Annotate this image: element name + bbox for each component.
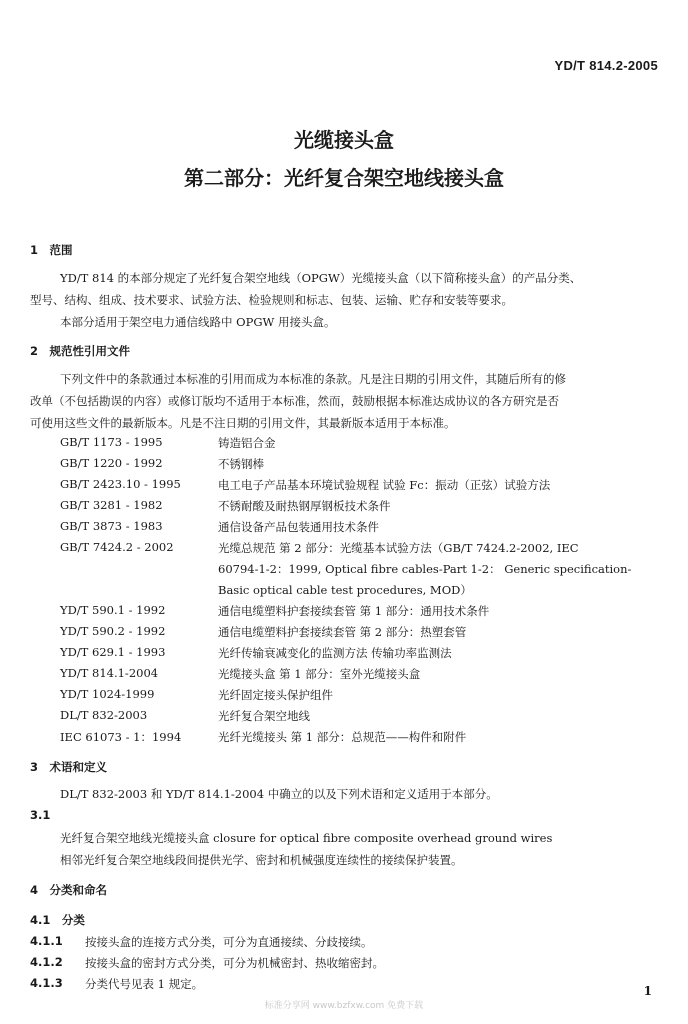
document-code: YD/T 814.2-2005 xyxy=(554,58,658,73)
section-1-scope-paragraph: 本部分适用于架空电力通信线路中 OPGW 用接头盒。 xyxy=(60,315,336,329)
reference-title: 光纤光缆接头 第 1 部分：总规范——构件和附件 xyxy=(218,730,467,744)
section-1-heading: 1 范围 xyxy=(30,243,73,257)
reference-title: 电工电子产品基本环境试验规程 试验 Fc：振动（正弦）试验方法 xyxy=(218,478,551,492)
section-2-paragraph-line: 改单（不包括勘误的内容）或修订版均不适用于本标准，然而，鼓励根据本标准达成协议的各方研究是否 xyxy=(30,394,559,408)
reference-title: 光纤传输衰减变化的监测方法 传输功率监测法 xyxy=(218,646,452,660)
reference-code: GB/T 3281 - 1982 xyxy=(60,498,163,512)
section-1-paragraph-line: YD/T 814 的本部分规定了光纤复合架空地线（OPGW）光缆接头盒（以下简称接头盒）的产品分类、 xyxy=(60,271,582,285)
reference-title: 光纤复合架空地线 xyxy=(218,709,310,723)
section-1-paragraph-line: 型号、结构、组成、技术要求、试验方法、检验规则和标志、包装、运输、贮存和安装等要求。 xyxy=(30,293,513,307)
reference-code: GB/T 1220 - 1992 xyxy=(60,456,163,470)
reference-code: GB/T 2423.10 - 1995 xyxy=(60,477,181,491)
reference-title: 通信电缆塑料护套接续套管 第 2 部分：热塑套管 xyxy=(218,625,467,639)
reference-code: YD/T 590.2 - 1992 xyxy=(60,624,166,638)
reference-title: 铸造铝合金 xyxy=(218,436,276,450)
reference-code: GB/T 7424.2 - 2002 xyxy=(60,540,174,554)
section-4-heading: 4 分类和命名 xyxy=(30,883,108,897)
reference-title-continuation: 60794-1-2：1999, Optical fibre cables-Part 1-2： Generic specification- xyxy=(218,562,632,576)
section-2-paragraph-line: 下列文件中的条款通过本标准的引用而成为本标准的条款。凡是注日期的引用文件，其随后所有的修 xyxy=(60,372,566,386)
clause-text: 按接头盒的连接方式分类，可分为直通接续、分歧接续。 xyxy=(85,935,373,949)
reference-code: YD/T 814.1-2004 xyxy=(60,666,159,680)
page-number: 1 xyxy=(643,984,652,998)
reference-title: 不锈钢棒 xyxy=(218,457,264,471)
reference-title: 通信电缆塑料护套接续套管 第 1 部分：通用技术条件 xyxy=(218,604,490,618)
watermark: 标准分享网 www.bzfxw.com 免费下载 xyxy=(264,1001,424,1011)
clause-number: 3.1 xyxy=(30,808,51,822)
reference-title: 光纤固定接头保护组件 xyxy=(218,688,333,702)
clause-text: 按接头盒的密封方式分类，可分为机械密封、热收缩密封。 xyxy=(85,956,384,970)
reference-title: 通信设备产品包装通用技术条件 xyxy=(218,520,379,534)
reference-code: YD/T 1024-1999 xyxy=(60,687,155,701)
section-3-heading: 3 术语和定义 xyxy=(30,760,108,774)
reference-code: IEC 61073 - 1：1994 xyxy=(60,730,182,744)
reference-code: GB/T 3873 - 1983 xyxy=(60,519,163,533)
subsection-heading: 4.1 分类 xyxy=(30,913,85,927)
reference-title: 光缆总规范 第 2 部分：光缆基本试验方法（GB/T 7424.2-2002, IEC xyxy=(218,541,579,555)
reference-code: YD/T 629.1 - 1993 xyxy=(60,645,166,659)
document-title: 光缆接头盒 xyxy=(294,128,394,152)
section-2-heading: 2 规范性引用文件 xyxy=(30,344,131,358)
reference-title-continuation: Basic optical cable test procedures, MOD） xyxy=(218,583,472,597)
clause-text: 分类代号见表 1 规定。 xyxy=(85,977,204,991)
clause-number: 4.1.3 xyxy=(30,976,63,990)
reference-code: DL/T 832-2003 xyxy=(60,708,148,722)
clause-number: 4.1.1 xyxy=(30,934,63,948)
reference-code: YD/T 590.1 - 1992 xyxy=(60,603,166,617)
section-2-paragraph-line: 可使用这些文件的最新版本。凡是不注日期的引用文件，其最新版本适用于本标准。 xyxy=(30,416,456,430)
clause-number: 4.1.2 xyxy=(30,955,63,969)
document-subtitle: 第二部分：光纤复合架空地线接头盒 xyxy=(184,166,504,190)
term-definition-text: 相邻光纤复合架空地线段间提供光学、密封和机械强度连续性的接续保护装置。 xyxy=(60,853,463,867)
reference-title: 不锈耐酸及耐热钢厚钢板技术条件 xyxy=(218,499,391,513)
section-3-paragraph: DL/T 832-2003 和 YD/T 814.1-2004 中确立的以及下列术语和定义适用于本部分。 xyxy=(60,787,498,801)
reference-code: GB/T 1173 - 1995 xyxy=(60,435,163,449)
term-definition-title: 光纤复合架空地线光缆接头盒 closure for optical fibre composite overhead ground wires xyxy=(60,831,553,845)
reference-title: 光缆接头盒 第 1 部分：室外光缆接头盒 xyxy=(218,667,421,681)
